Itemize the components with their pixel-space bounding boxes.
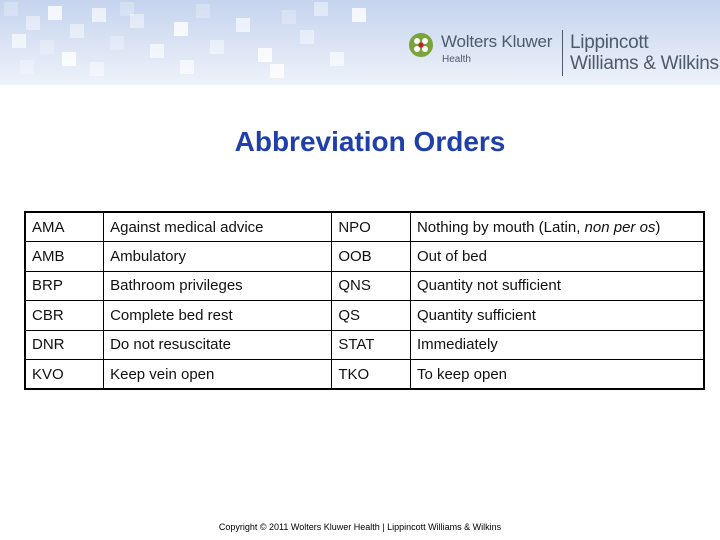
meaning-cell [410, 212, 704, 242]
decorative-tile [150, 44, 164, 58]
meaning-cell [410, 301, 704, 331]
abbreviation-cell: DNR [25, 330, 104, 360]
decorative-tile [20, 60, 34, 74]
publisher-line-2: Williams & Wilkins [570, 53, 719, 74]
decorative-tile [180, 60, 194, 74]
decorative-tile [90, 62, 104, 76]
decorative-tile [282, 10, 296, 24]
decorative-tile [300, 30, 314, 44]
abbreviation-cell: QS [332, 301, 411, 331]
meaning-text: Out of bed [416, 247, 487, 265]
meaning-cell [410, 360, 704, 390]
abbreviation-cell: AMA [25, 212, 104, 242]
meaning-text: To keep open [416, 365, 508, 383]
company-name: Wolters Kluwer [441, 32, 553, 51]
globe-icon [408, 32, 434, 58]
abbreviation-cell: TKO [332, 360, 411, 390]
meaning-cell: Against medical advice [104, 212, 332, 242]
table-row [25, 301, 704, 331]
abbreviation-cell: NPO [332, 212, 411, 242]
decorative-tile [330, 52, 344, 66]
abbreviation-cell: BRP [25, 271, 104, 301]
decorative-tile [174, 22, 188, 36]
meaning-text: Quantity sufficient [416, 306, 536, 324]
table-row [25, 242, 704, 272]
meaning-text: ) [655, 218, 661, 236]
abbreviation-cell: AMB [25, 242, 104, 272]
latin-term: non per os [584, 218, 656, 236]
decorative-tile [314, 2, 328, 16]
decorative-tile [210, 40, 224, 54]
decorative-tile [26, 16, 40, 30]
decorative-tile [62, 52, 76, 66]
decorative-tile [40, 40, 54, 54]
decorative-tile [70, 24, 84, 38]
decorative-tile [120, 2, 134, 16]
meaning-cell: Ambulatory [104, 242, 332, 272]
meaning-text: Immediately [416, 336, 498, 354]
abbreviation-cell: KVO [25, 360, 104, 390]
table-row [25, 212, 704, 242]
meaning-cell: Bathroom privileges [104, 271, 332, 301]
logo-divider [562, 30, 563, 76]
decorative-tile [48, 6, 62, 20]
abbreviation-cell: STAT [332, 330, 411, 360]
decorative-tile [270, 64, 284, 78]
meaning-cell: Complete bed rest [104, 301, 332, 331]
decorative-tile [352, 8, 366, 22]
meaning-cell [410, 242, 704, 272]
header-banner [0, 0, 720, 85]
table-row [25, 271, 704, 301]
meaning-cell: Keep vein open [104, 360, 332, 390]
meaning-cell [410, 330, 704, 360]
table-row [25, 330, 704, 360]
decorative-tile [196, 4, 210, 18]
publisher-line-1: Lippincott [570, 32, 649, 53]
abbreviation-cell: CBR [25, 301, 104, 331]
meaning-cell [410, 271, 704, 301]
meaning-text: Nothing by mouth (Latin, [416, 218, 585, 236]
decorative-tile [130, 14, 144, 28]
decorative-tile [110, 36, 124, 50]
meaning-text: Quantity not sufficient [416, 277, 561, 295]
table-row [25, 360, 704, 390]
slide-title: Abbreviation Orders [234, 126, 506, 157]
copyright-footer: Copyright © 2011 Wolters Kluwer Health | Lippincott Williams & Wilkins [218, 522, 502, 532]
division-name: Health [442, 54, 471, 65]
decorative-tile [258, 48, 272, 62]
abbreviation-table [24, 211, 705, 390]
publisher-logo [570, 32, 719, 74]
decorative-tile [4, 2, 18, 16]
decorative-tile [12, 34, 26, 48]
decorative-tile [92, 8, 106, 22]
meaning-cell: Do not resuscitate [104, 330, 332, 360]
abbreviation-cell: OOB [332, 242, 411, 272]
decorative-tile [236, 18, 250, 32]
abbreviation-cell: QNS [332, 271, 411, 301]
